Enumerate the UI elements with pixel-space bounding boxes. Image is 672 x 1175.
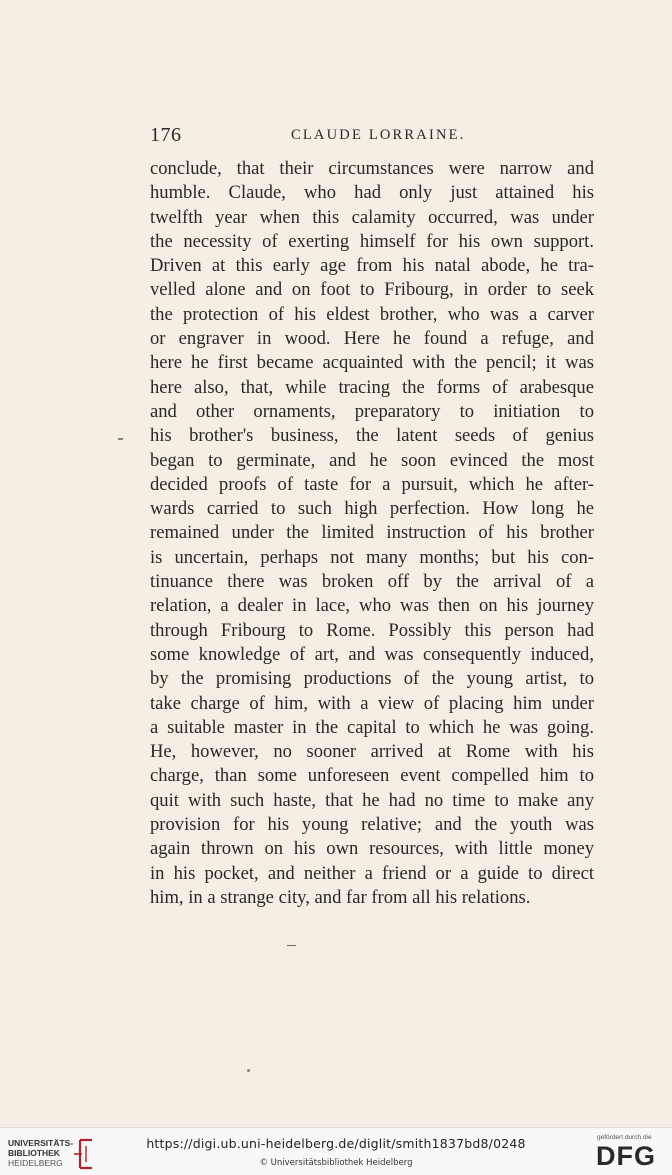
funded-by-text: gefördert durch die (597, 1134, 652, 1141)
text-line: conclude, that their circumstances were narrow and (150, 158, 594, 179)
text-line: remained under the limited instruction of his brother (150, 522, 594, 544)
text-line: the protection of his eldest brother, who was a carver (150, 303, 594, 325)
text-line: He, however, no sooner arrived at Rome with his (150, 741, 594, 763)
text-line: began to germinate, and he soon evinced the most (150, 449, 594, 471)
text-line: by the promising productions of the young artist, to (150, 668, 594, 690)
margin-mark (118, 438, 123, 440)
text-line: or engraver in wood. Here he found a refuge, and (150, 328, 594, 350)
text-line: quit with such haste, that he had no time to make any (150, 789, 594, 811)
text-line: take charge of him, with a view of placing him under (150, 692, 594, 714)
text-line: through Fribourg to Rome. Possibly this person had (150, 619, 594, 641)
viewer-footer (0, 1127, 672, 1175)
dfg-logo[interactable]: DFG (596, 1141, 656, 1171)
text-line: decided proofs of taste for a pursuit, which he after- (150, 473, 594, 495)
text-line: here he first became acquainted with the pencil; it was (150, 352, 594, 374)
paper-speck (247, 1069, 250, 1072)
text-line: provision for his young relative; and the youth was (150, 814, 594, 836)
text-line: humble. Claude, who had only just attained his (150, 182, 594, 204)
permalink-url[interactable]: https://digi.ub.uni-heidelberg.de/diglit/smith1837bd8/0248 (146, 1136, 526, 1151)
running-head (150, 124, 596, 152)
body-text (150, 157, 594, 910)
text-line: charge, than some unforeseen event compelled him to (150, 765, 594, 787)
text-line: here also, that, while tracing the forms of arabesque (150, 376, 594, 398)
copyright-text: © Universitätsbibliothek Heidelberg (259, 1158, 413, 1168)
text-line: again thrown on his own resources, with little money (150, 838, 594, 860)
text-line: tinuance there was broken off by the arrival of a (150, 571, 594, 593)
text-line: in his pocket, and neither a friend or a guide to direct (150, 862, 594, 884)
library-logo-line: HEIDELBERG (8, 1158, 63, 1168)
text-line: relation, a dealer in lace, who was then on his journey (150, 595, 594, 617)
text-line: a suitable master in the capital to which he was going. (150, 716, 594, 738)
text-line: Driven at this early age from his natal abode, he tra- (150, 255, 594, 277)
text-line: some knowledge of art, and was consequently induced, (150, 643, 594, 665)
text-line: is uncertain, perhaps not many months; but his con- (150, 546, 594, 568)
running-title: CLAUDE LORRAINE. (291, 127, 466, 143)
text-line: velled alone and on foot to Fribourg, in order to seek (150, 279, 594, 301)
end-dash (287, 945, 296, 946)
library-logo-line: UNIVERSITÄTS- (8, 1138, 74, 1148)
text-line: the necessity of exerting himself for his own support. (150, 230, 594, 252)
page-number: 176 (150, 124, 182, 146)
text-line: wards carried to such high perfection. How long he (150, 498, 594, 520)
library-logo-line: BIBLIOTHEK (8, 1148, 60, 1158)
text-line: twelfth year when this calamity occurred, was under (150, 206, 594, 228)
text-line: his brother's business, the latent seeds of genius (150, 425, 594, 447)
text-line: him, in a strange city, and far from all his relations. (150, 886, 531, 908)
text-line: and other ornaments, preparatory to initiation to (150, 400, 594, 422)
